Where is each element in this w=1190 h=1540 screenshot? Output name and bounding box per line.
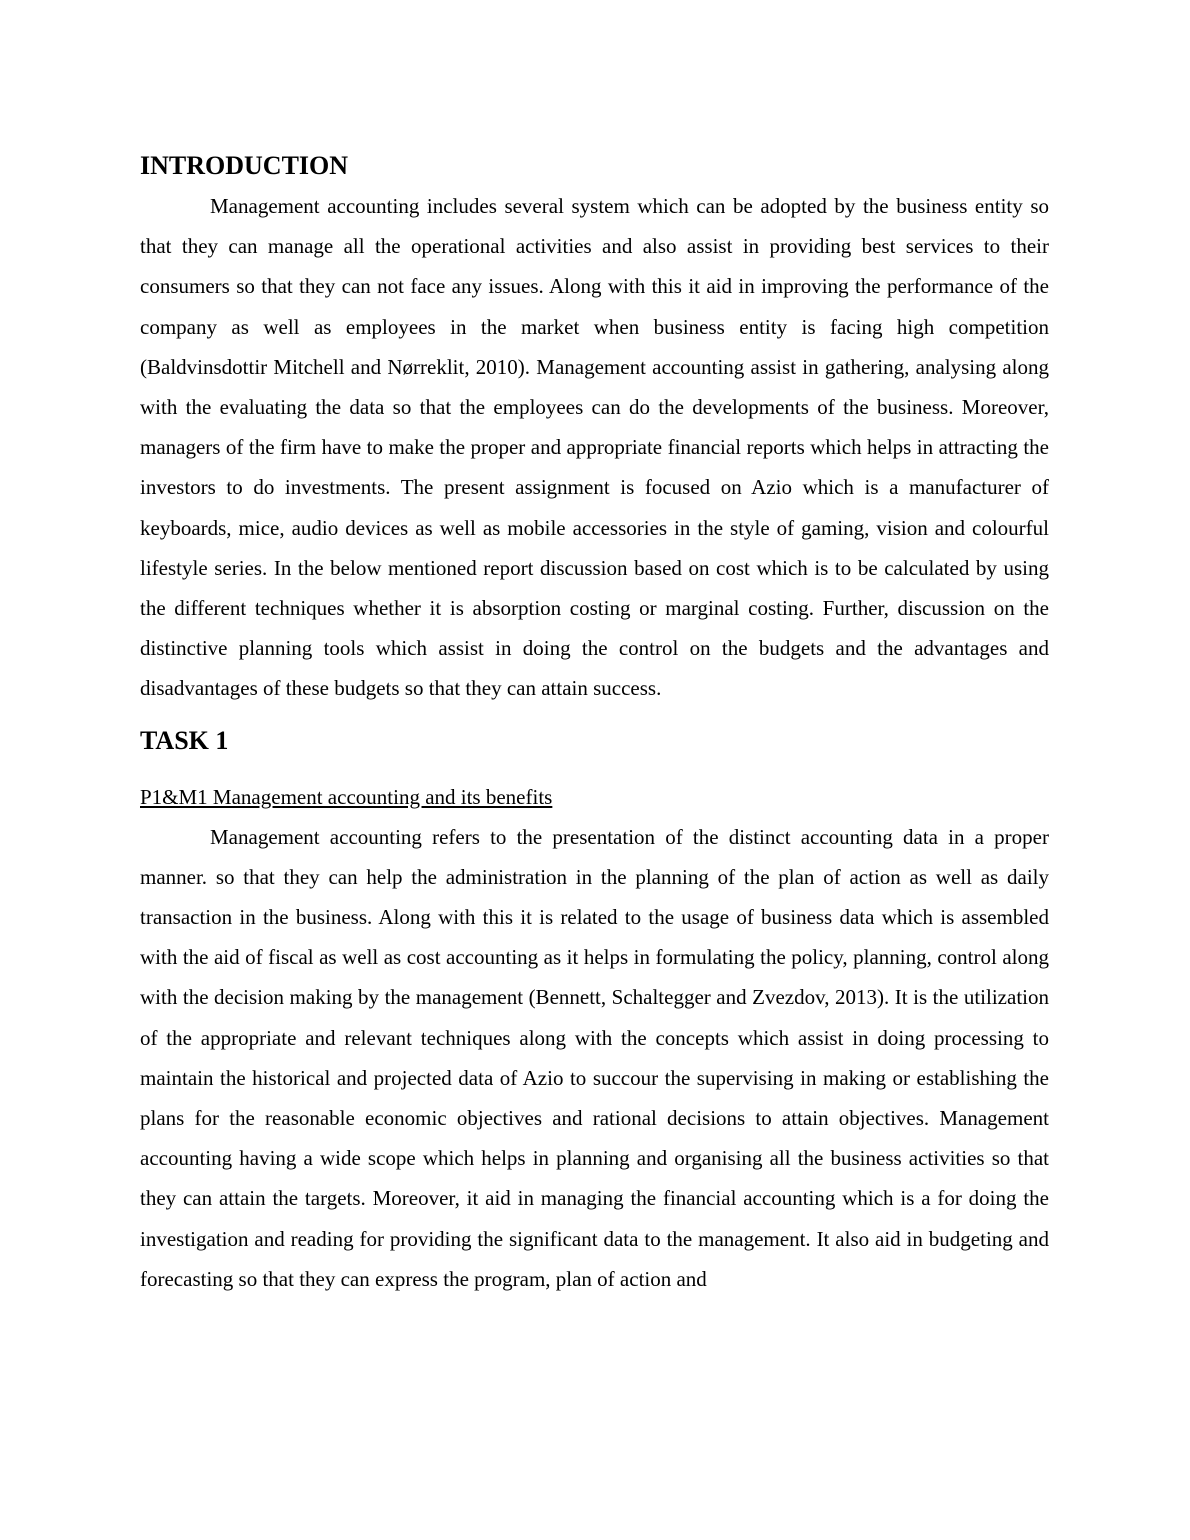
document-page	[140, 148, 1049, 1299]
task-1-heading: TASK 1	[140, 725, 229, 755]
task-1-paragraph: Management accounting refers to the presentation of the distinct accounting data in a proper manner. so that they can help the administration in the planning of the plan of action as well as daily transaction in the business. Along with this it is related to the usage of business data which is assembled with the aid of fiscal as well as cost accounting as it helps in formulating the policy, planning, control along with the decision making by the management (Bennett, Schaltegger and Zvezdov, 2013). It is the utilization of the appropriate and relevant techniques along with the concepts which assist in doing processing to maintain the historical and projected data of Azio to succour the supervising in making or establishing the plans for the reasonable economic objectives and rational decisions to attain objectives. Management accounting having a wide scope which helps in planning and organising all the business activities so that they can attain the targets. Moreover, it aid in managing the financial accounting which is a for doing the investigation and reading for providing the significant data to the management. It also aid in budgeting and forecasting so that they can express the program, plan of action and	[140, 824, 1049, 1291]
introduction-paragraph: Management accounting includes several system which can be adopted by the business entity so that they can manage all the operational activities and also assist in providing best services to their consumers so that they can not face any issues. Along with this it aid in improving the performance of the company as well as employees in the market when business entity is facing high competition (Baldvinsdottir Mitchell and Nørreklit, 2010). Management accounting assist in gathering, analysing along with the evaluating the data so that the employees can do the developments of the business. Moreover, managers of the firm have to make the proper and appropriate financial reports which helps in attracting the investors to do investments. The present assignment is focused on Azio which is a manufacturer of keyboards, mice, audio devices as well as mobile accessories in the style of gaming, vision and colourful lifestyle series. In the below mentioned report discussion based on cost which is to be calculated by using the different techniques whether it is absorption costing or marginal costing. Further, discussion on the distinctive planning tools which assist in doing the control on the budgets and the advantages and disadvantages of these budgets so that they can attain success.	[140, 194, 1049, 701]
task-1-subheading: P1&M1 Management accounting and its benefits	[140, 784, 553, 809]
introduction-heading: INTRODUCTION	[140, 151, 349, 180]
